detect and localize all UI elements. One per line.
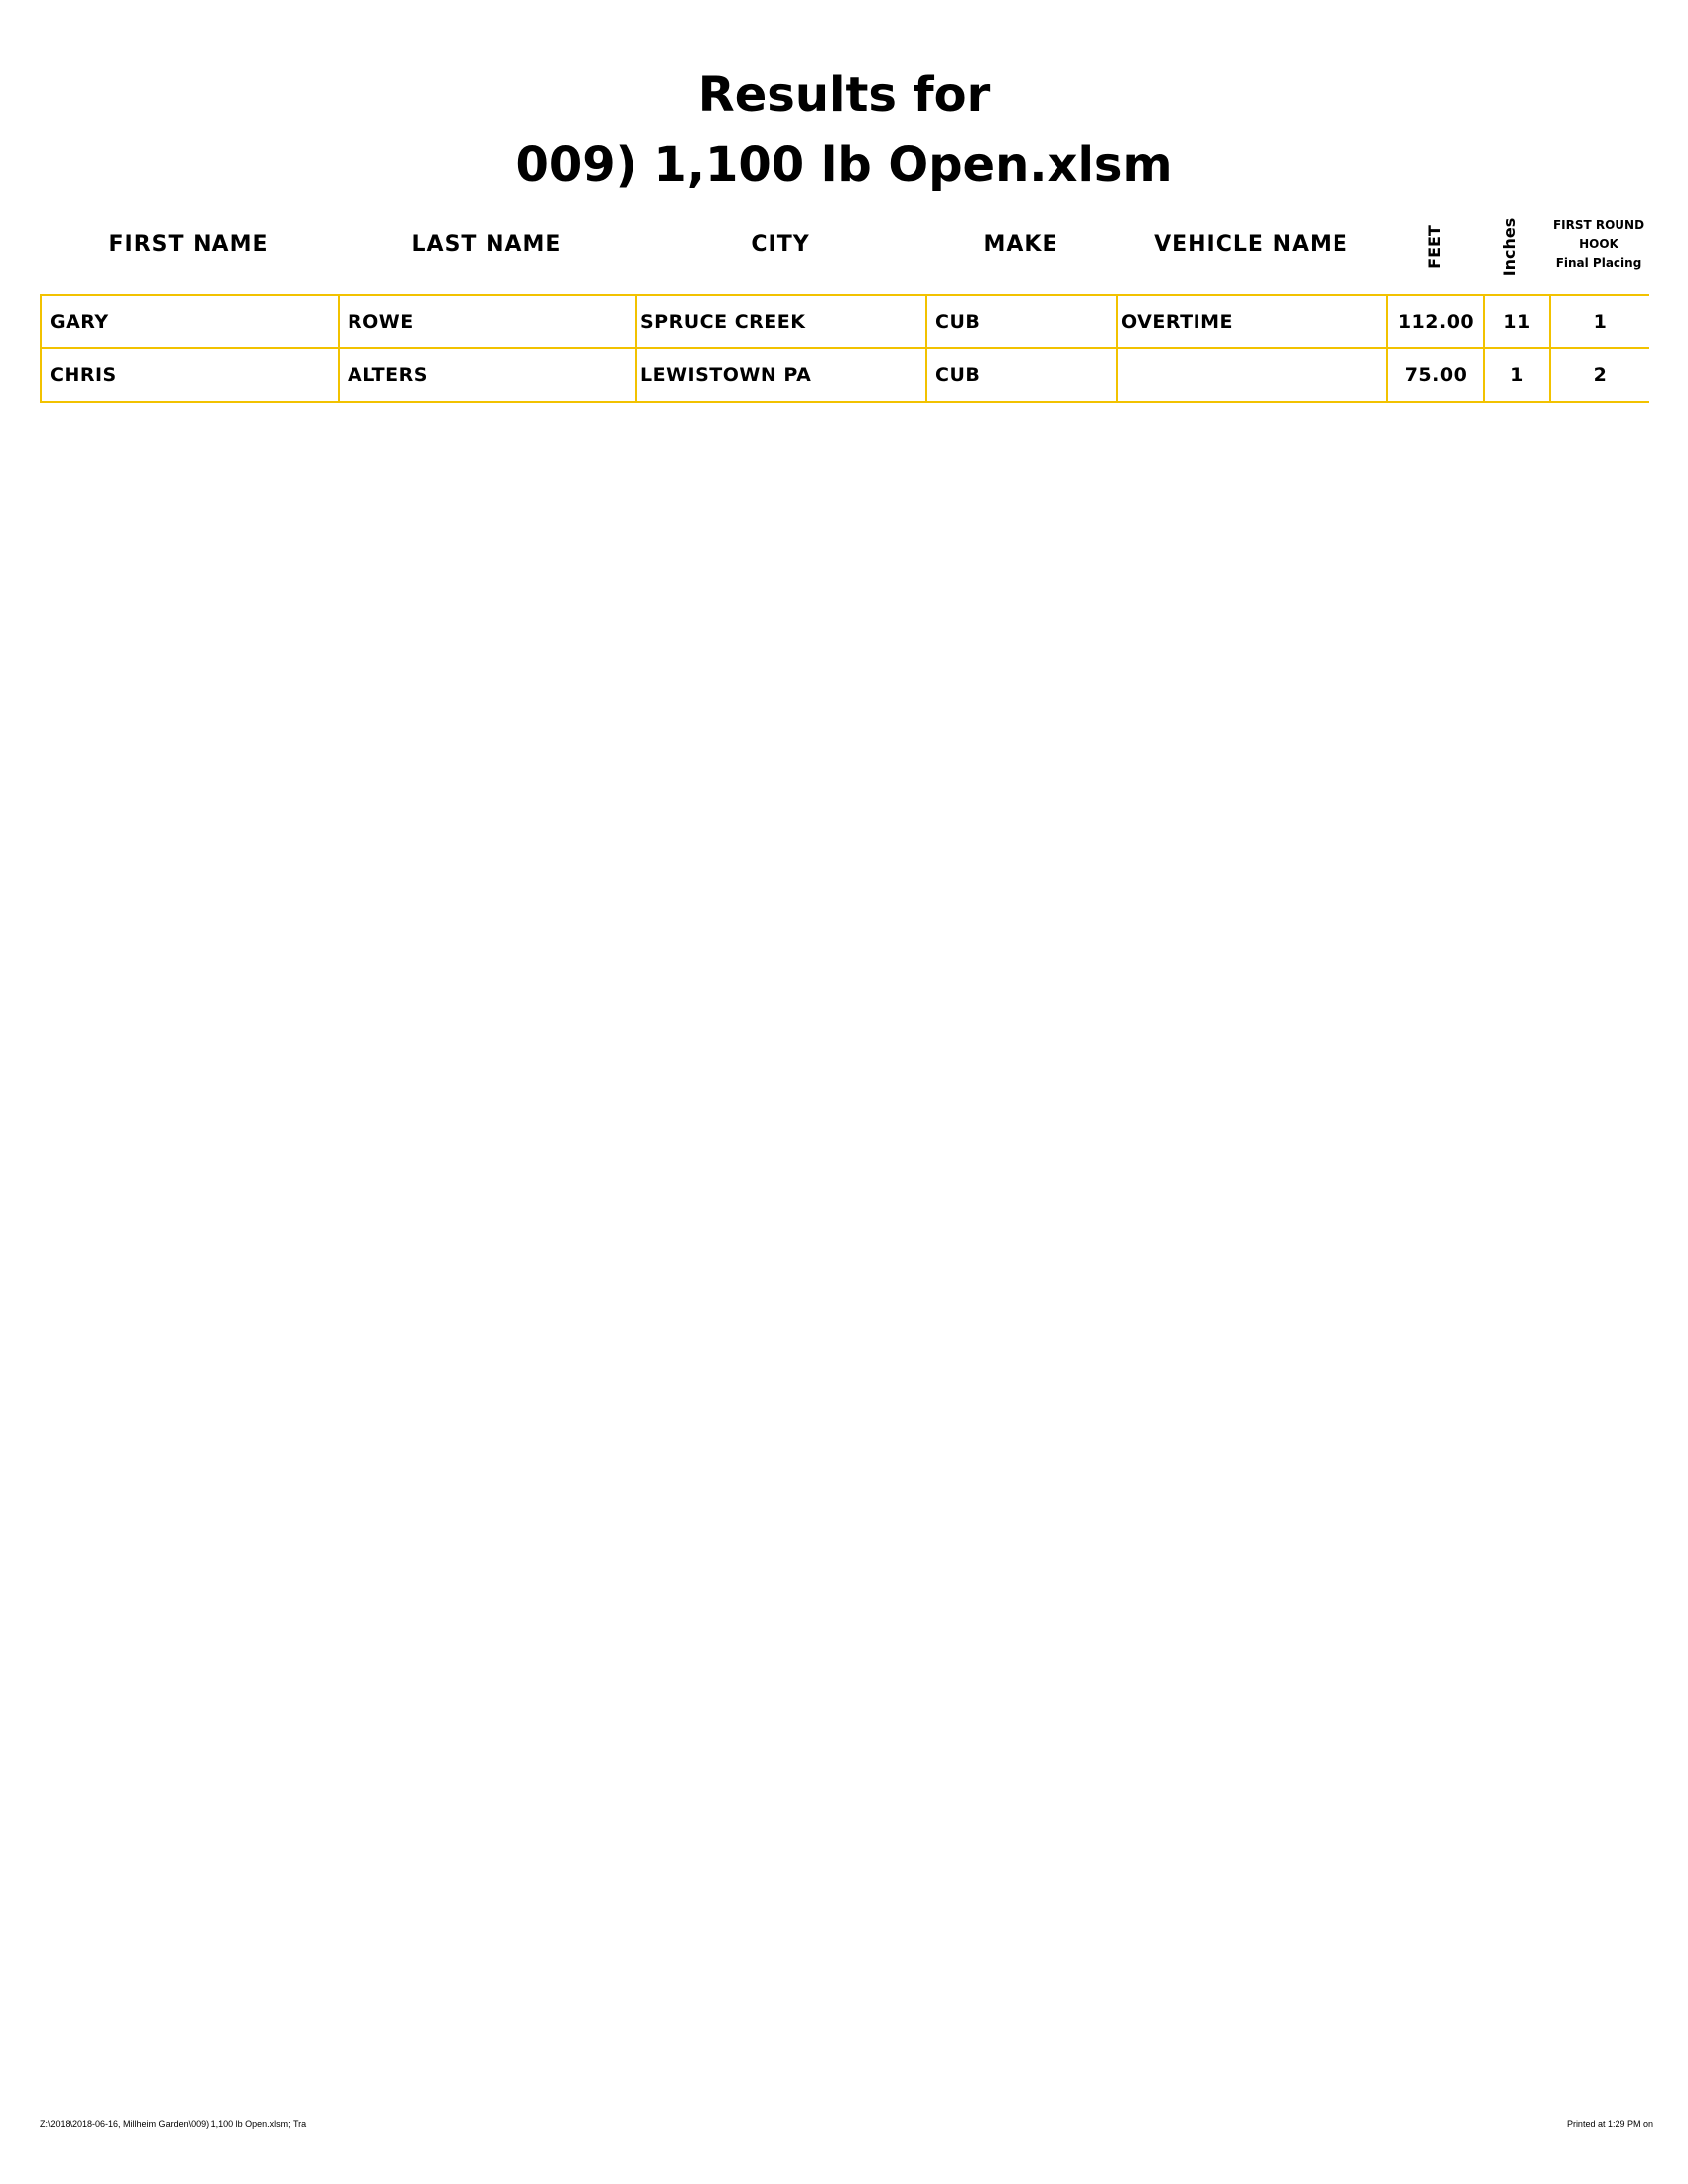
cell-vehicle-name: OVERTIME xyxy=(1117,295,1387,348)
cell-vehicle-name xyxy=(1117,348,1387,402)
header-placing xyxy=(1544,216,1653,273)
cell-last-name: ALTERS xyxy=(339,348,636,402)
header-vehicle-name: VEHICLE NAME xyxy=(1154,232,1348,257)
cell-city: LEWISTOWN PA xyxy=(636,348,926,402)
cell-first-name: GARY xyxy=(41,295,339,348)
cell-inches: 11 xyxy=(1484,295,1550,348)
cell-city: SPRUCE CREEK xyxy=(636,295,926,348)
header-first-name: FIRST NAME xyxy=(108,232,269,257)
header-placing-line3: Final Placing xyxy=(1555,256,1642,270)
cell-make: CUB xyxy=(926,348,1117,402)
header-make: MAKE xyxy=(983,232,1058,257)
header-feet: FEET xyxy=(1425,225,1444,269)
cell-first-name: CHRIS xyxy=(41,348,339,402)
header-city: CITY xyxy=(751,232,810,257)
header-placing-line2: HOOK xyxy=(1579,237,1618,251)
page-title-line2: 009) 1,100 lb Open.xlsm xyxy=(515,137,1173,193)
cell-last-name: ROWE xyxy=(339,295,636,348)
cell-placing: 2 xyxy=(1550,348,1649,402)
cell-feet: 112.00 xyxy=(1387,295,1484,348)
results-table xyxy=(40,294,1649,403)
table-row xyxy=(41,348,1649,402)
footer-file-path: Z:\2018\2018-06-16, Millheim Garden\009) 1,100 lb Open.xlsm; Tra xyxy=(40,2119,307,2129)
table-row xyxy=(41,295,1649,348)
header-inches: Inches xyxy=(1500,217,1519,277)
cell-feet: 75.00 xyxy=(1387,348,1484,402)
header-placing-line1: FIRST ROUND xyxy=(1552,218,1645,232)
cell-make: CUB xyxy=(926,295,1117,348)
page-title-line1: Results for xyxy=(697,68,991,123)
header-last-name: LAST NAME xyxy=(411,232,562,257)
footer-printed-at: Printed at 1:29 PM on xyxy=(1566,2119,1653,2129)
cell-placing: 1 xyxy=(1550,295,1649,348)
cell-inches: 1 xyxy=(1484,348,1550,402)
